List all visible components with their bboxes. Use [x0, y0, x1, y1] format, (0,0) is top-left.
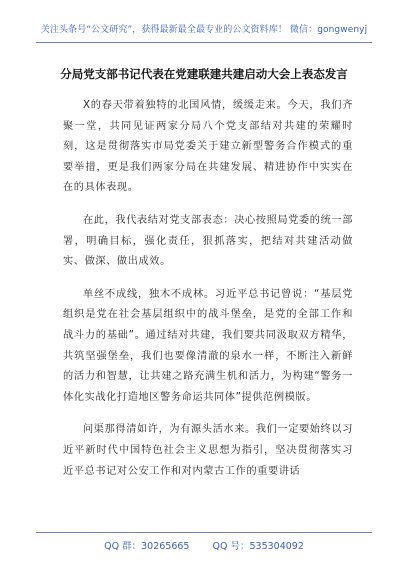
paragraph: X的春天带着独特的北国风情，缓缓走来。今天，我们齐聚一堂，共同见证两家分局八个党支部结对共建的荣耀时刻，这是贯彻落实市局党委关于建立新型警务合作模式的重要举措，更是我们两家分局在共建发展、精进协作中实实在在的具体表现。 — [63, 100, 353, 194]
footer-divider — [36, 532, 372, 533]
footer-qq-number: QQ 号：535304092 — [212, 541, 304, 552]
paragraph: 单丝不成线，独木不成林。习近平总书记曾说：“基层党组织是党在社会基层组织中的战斗堡垒，是党的全部工作和战斗力的基础”。通过结对共建，我们要共同汲取双方精华，共筑坚强堡垒，我们也要像清澈的泉水一样，不断注入新鲜的活力和智慧，让共建之路充满生机和活力，为构建“警务一体化实战化打造地区警务命运共同体”提供范例模版。 — [63, 288, 353, 403]
document-title: 分局党支部书记代表在党建联建共建启动大会上表态发言 — [60, 67, 348, 81]
paragraph: 在此，我代表结对党支部表态：决心按照局党委的统一部署，明确目标，强化责任，狠抓落实，把结对共建活动做实、做深、做出成效。 — [63, 214, 353, 268]
header-divider — [36, 42, 372, 43]
header-banner: 关注头条号“公文研究”，获得最新最全最专业的公文资料库！ 微信：gongwenyj — [40, 25, 368, 35]
paragraph: 问渠那得清如许，为有源头活水来。我们一定要始终以习近平新时代中国特色社会主义思想为指引，坚决贯彻落实习近平总书记对公安工作和对内蒙古工作的重要讲话 — [63, 424, 353, 477]
document-body — [63, 96, 353, 494]
footer — [0, 538, 408, 552]
footer-qq-group: QQ 群：30265665 — [104, 541, 190, 552]
